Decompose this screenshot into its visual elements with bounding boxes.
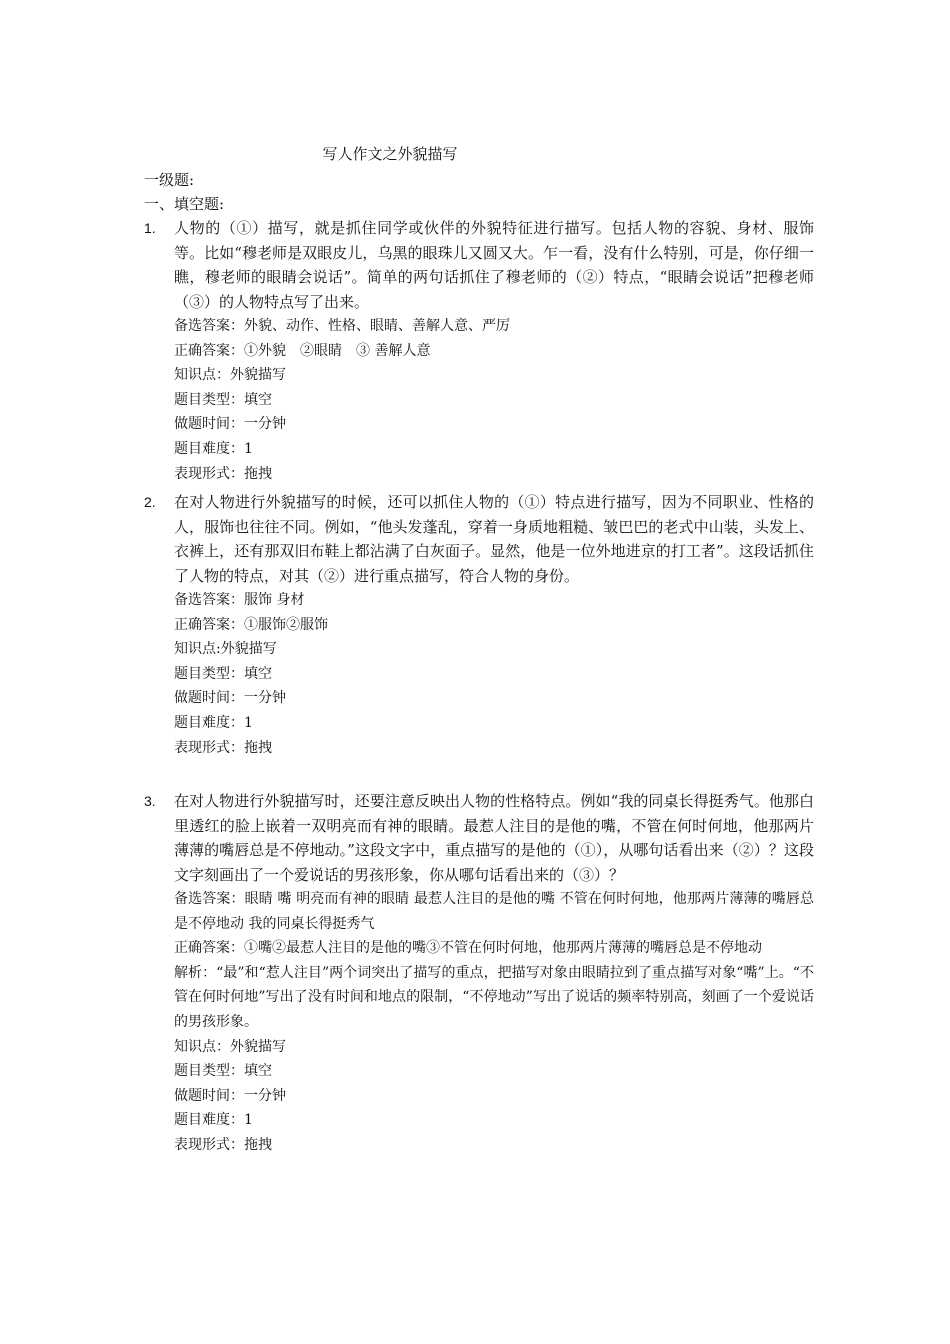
options-label: 备选答案： bbox=[174, 592, 244, 608]
question-number: 1. bbox=[144, 220, 156, 236]
level-heading: 一级题: bbox=[144, 171, 195, 189]
knowledge-value: 外貌描写 bbox=[230, 1038, 286, 1055]
question-number: 3. bbox=[144, 793, 156, 809]
question-2 bbox=[144, 490, 814, 760]
answer-value: ①服饰②服饰 bbox=[244, 616, 328, 633]
answer-label: 正确答案： bbox=[174, 940, 244, 957]
type-value: 填空 bbox=[244, 391, 272, 408]
form-label: 表现形式： bbox=[174, 1136, 244, 1153]
type-label: 题目类型： bbox=[174, 391, 244, 408]
form-line bbox=[174, 736, 814, 761]
question-number: 2. bbox=[144, 494, 156, 510]
question-text: 在对人物进行外貌描写时，还要注意反映出人物的性格特点。例如“我的同桌长得挺秀气。他那白里透红的脸上嵌着一双明亮而有神的眼睛。最惹人注目的是他的嘴，不管在何时何地，他那两片薄薄的嘴唇总是不停地动。”这段文字中，重点描写的是他的（①），从哪句话看出来（②）？这段文字刻画出了一个爱说话的男孩形象，你从哪句话看出来的（③）？ bbox=[174, 792, 814, 884]
options-line bbox=[174, 314, 814, 339]
analysis-value: “最”和“惹人注目”两个词突出了描写的重点，把描写对象由眼睛拉到了重点描写对象“嘴”上。“不管在何时何地”写出了没有时间和地点的限制，“不停地动”写出了说话的频率特别高，刻画了一个爱说话的男孩形象。 bbox=[174, 964, 814, 1030]
question-1 bbox=[144, 216, 814, 486]
form-value: 拖拽 bbox=[244, 465, 272, 482]
type-label: 题目类型： bbox=[174, 665, 244, 682]
options-value: 外貌、动作、性格、眼睛、善解人意、严厉 bbox=[244, 318, 510, 334]
question-body bbox=[174, 789, 814, 1158]
answer-label: 正确答案： bbox=[174, 616, 244, 633]
options-value: 眼睛 嘴 明亮而有神的眼睛 最惹人注目的是他的嘴 不管在何时何地，他那两片薄薄的嘴唇总是不停地动 我的同桌长得挺秀气 bbox=[174, 891, 814, 932]
section-heading: 一、填空题: bbox=[144, 195, 225, 213]
difficulty-line bbox=[174, 711, 814, 736]
options-value: 服饰 身材 bbox=[244, 592, 305, 608]
knowledge-label: 知识点： bbox=[174, 1038, 230, 1055]
question-body bbox=[174, 490, 814, 760]
difficulty-value: 1 bbox=[244, 714, 253, 731]
knowledge-line bbox=[174, 1035, 814, 1060]
answer-value: ①外貌 ②眼睛 ③ 善解人意 bbox=[244, 342, 431, 359]
document-title: 写人作文之外貌描写 bbox=[322, 145, 458, 163]
analysis-label: 解析： bbox=[174, 964, 217, 981]
type-line bbox=[174, 662, 814, 687]
time-value: 一分钟 bbox=[244, 1087, 286, 1104]
knowledge-line bbox=[174, 363, 814, 388]
difficulty-label: 题目难度： bbox=[174, 714, 244, 731]
knowledge-value: 外貌描写 bbox=[220, 641, 277, 658]
question-text: 人物的（①）描写，就是抓住同学或伙伴的外貌特征进行描写。包括人物的容貌、身材、服饰等。比如“穆老师是双眼皮儿，乌黑的眼珠儿又圆又大。乍一看，没有什么特别，可是，你仔细一瞧，穆老师的眼睛会说话”。简单的两句话抓住了穆老师的（②）特点，“眼睛会说话”把穆老师（③）的人物特点写了出来。 bbox=[174, 219, 814, 311]
form-label: 表现形式： bbox=[174, 465, 244, 482]
form-line bbox=[174, 1133, 814, 1158]
time-label: 做题时间： bbox=[174, 690, 244, 707]
options-label: 备选答案： bbox=[174, 891, 245, 907]
form-value: 拖拽 bbox=[244, 739, 272, 756]
answer-line bbox=[174, 339, 814, 364]
type-value: 填空 bbox=[244, 665, 272, 682]
answer-label: 正确答案： bbox=[174, 342, 244, 359]
type-value: 填空 bbox=[244, 1063, 272, 1080]
form-label: 表现形式： bbox=[174, 739, 244, 756]
form-value: 拖拽 bbox=[244, 1136, 272, 1153]
knowledge-label: 知识点： bbox=[174, 367, 230, 384]
time-value: 一分钟 bbox=[244, 416, 286, 433]
answer-line bbox=[174, 613, 814, 638]
difficulty-label: 题目难度： bbox=[174, 1112, 244, 1129]
time-label: 做题时间： bbox=[174, 1087, 244, 1104]
type-line bbox=[174, 1059, 814, 1084]
difficulty-line bbox=[174, 437, 814, 462]
options-line bbox=[174, 887, 814, 936]
knowledge-value: 外貌描写 bbox=[230, 367, 286, 384]
difficulty-value: 1 bbox=[244, 440, 253, 457]
answer-line bbox=[174, 936, 814, 961]
type-label: 题目类型： bbox=[174, 1063, 244, 1080]
options-label: 备选答案： bbox=[174, 318, 244, 334]
type-line bbox=[174, 388, 814, 413]
time-value: 一分钟 bbox=[244, 690, 286, 707]
time-label: 做题时间： bbox=[174, 416, 244, 433]
question-text: 在对人物进行外貌描写的时候，还可以抓住人物的（①）特点进行描写，因为不同职业、性格的人，服饰也往往不同。例如，“他头发蓬乱，穿着一身质地粗糙、皱巴巴的老式中山装，头发上、衣裤上，还有那双旧布鞋上都沾满了白灰面子。显然，他是一位外地进京的打工者”。这段话抓住了人物的特点，对其（②）进行重点描写，符合人物的身份。 bbox=[174, 493, 814, 585]
time-line bbox=[174, 412, 814, 437]
time-line bbox=[174, 686, 814, 711]
difficulty-value: 1 bbox=[244, 1112, 253, 1129]
difficulty-label: 题目难度： bbox=[174, 440, 244, 457]
form-line bbox=[174, 462, 814, 487]
time-line bbox=[174, 1084, 814, 1109]
answer-value: ①嘴②最惹人注目的是他的嘴③不管在何时何地，他那两片薄薄的嘴唇总是不停地动 bbox=[244, 940, 762, 957]
options-line bbox=[174, 588, 814, 613]
analysis-line bbox=[174, 961, 814, 1035]
question-body bbox=[174, 216, 814, 486]
knowledge-line bbox=[174, 637, 814, 662]
question-3 bbox=[144, 789, 814, 1158]
knowledge-label: 知识点: bbox=[174, 641, 221, 658]
difficulty-line bbox=[174, 1108, 814, 1133]
